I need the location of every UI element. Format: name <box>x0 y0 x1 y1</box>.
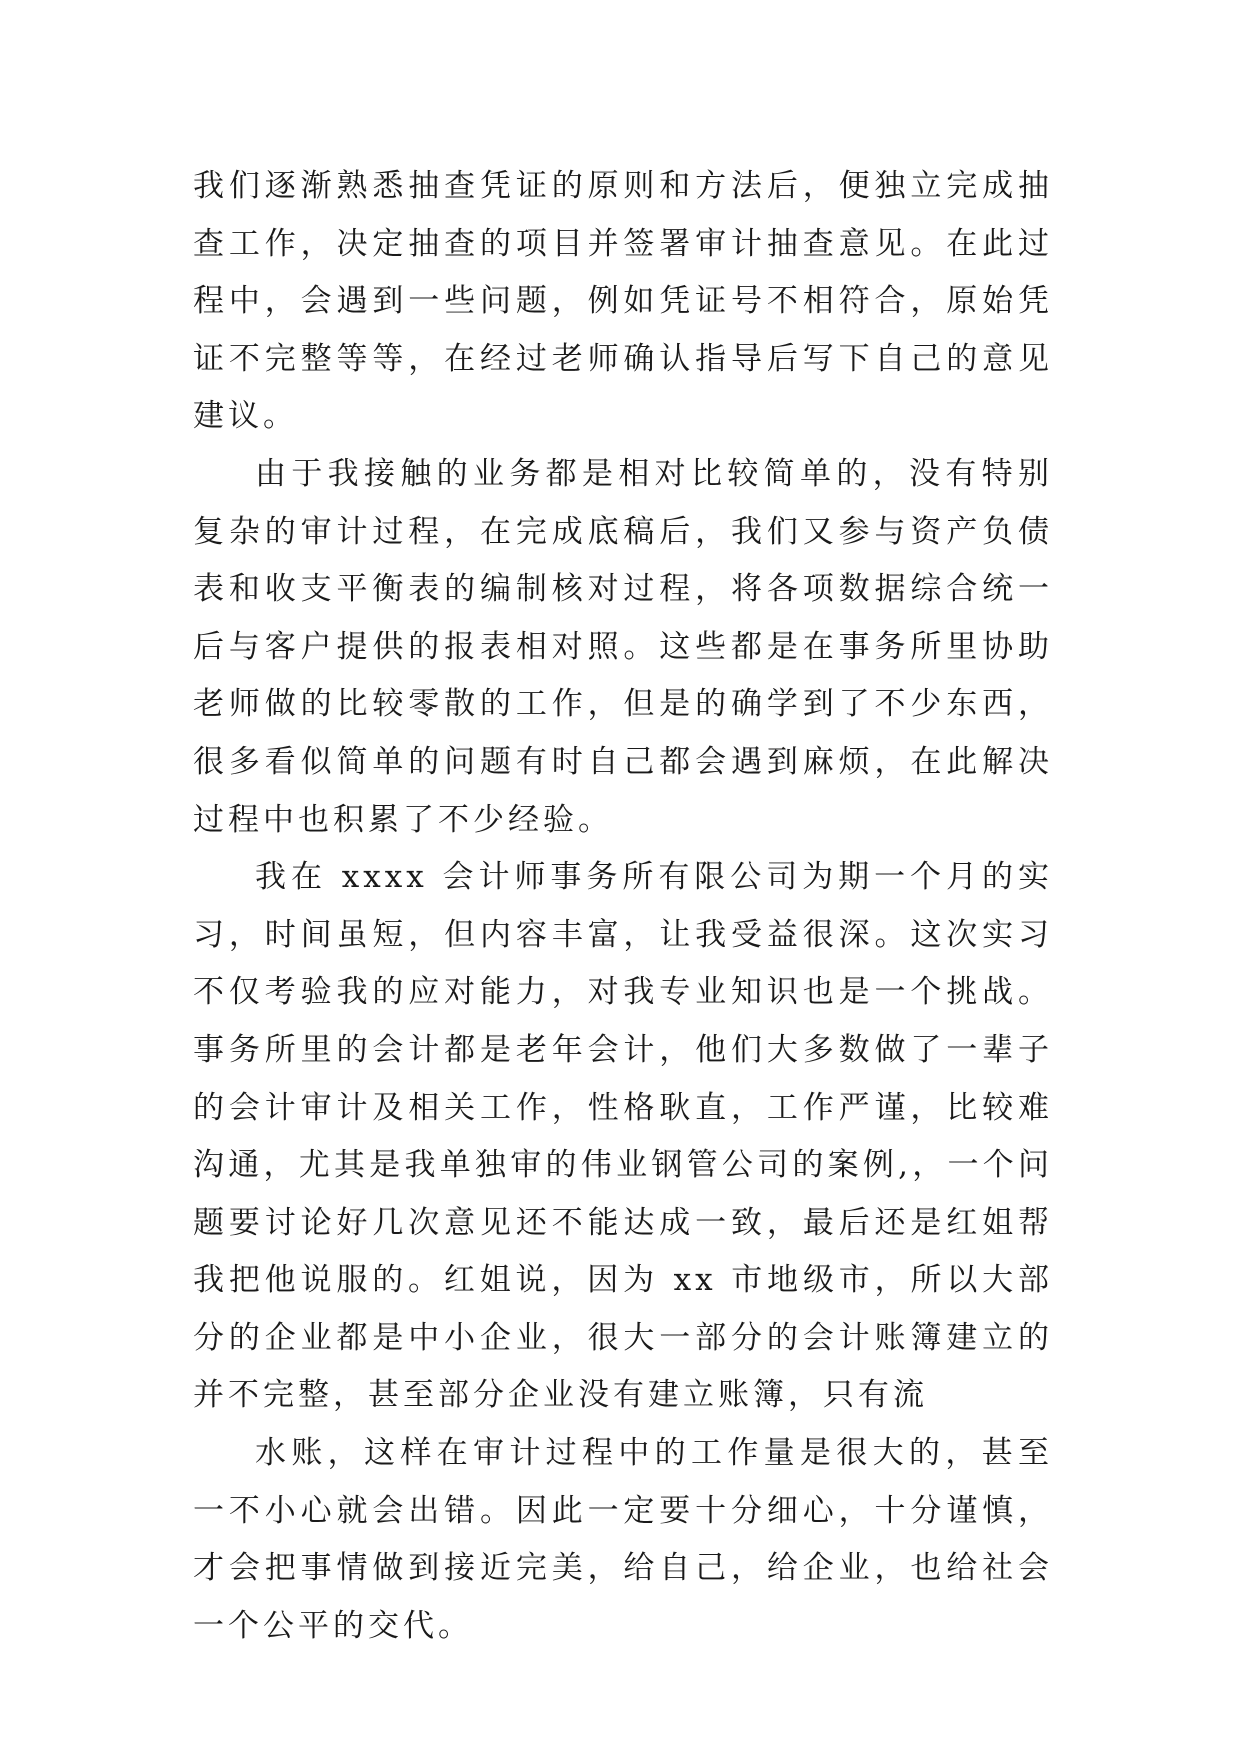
paragraph: 我们逐渐熟悉抽查凭证的原则和方法后，便独立完成抽查工作，决定抽查的项目并签署审计抽查意见。在此过程中，会遇到一些问题，例如凭证号不相符合，原始凭证不完整等等，在经过老师确认指导后写下自己的意见建议。 <box>193 168 1053 435</box>
paragraph: 我在 xxxx 会计师事务所有限公司为期一个月的实习，时间虽短，但内容丰富，让我受益很深。这次实习不仅考验我的应对能力，对我专业知识也是一个挑战。事务所里的会计都是老年会计，他们大多数做了一辈子的会计审计及相关工作，性格耿直，工作严谨，比较难沟通，尤其是我单独审的伟业钢管公司的案例,，一个问题要讨论好几次意见还不能达成一致，最后还是红姐帮我把他说服的。红姐说，因为 xx 市地级市，所以大部分的企业都是中小企业，很大一部分的会计账簿建立的并不完整，甚至部分企业没有建立账簿，只有流 <box>193 859 1053 1414</box>
document-body <box>193 158 1053 1655</box>
paragraph: 由于我接触的业务都是相对比较简单的，没有特别复杂的审计过程，在完成底稿后，我们又参与资产负债表和收支平衡表的编制核对过程，将各项数据综合统一后与客户提供的报表相对照。这些都是在事务所里协助老师做的比较零散的工作，但是的确学到了不少东西，很多看似简单的问题有时自己都会遇到麻烦，在此解决过程中也积累了不少经验。 <box>193 455 1053 838</box>
paragraph: 水账，这样在审计过程中的工作量是很大的，甚至一不小心就会出错。因此一定要十分细心，十分谨慎，才会把事情做到接近完美，给自己，给企业，也给社会一个公平的交代。 <box>193 1435 1053 1644</box>
